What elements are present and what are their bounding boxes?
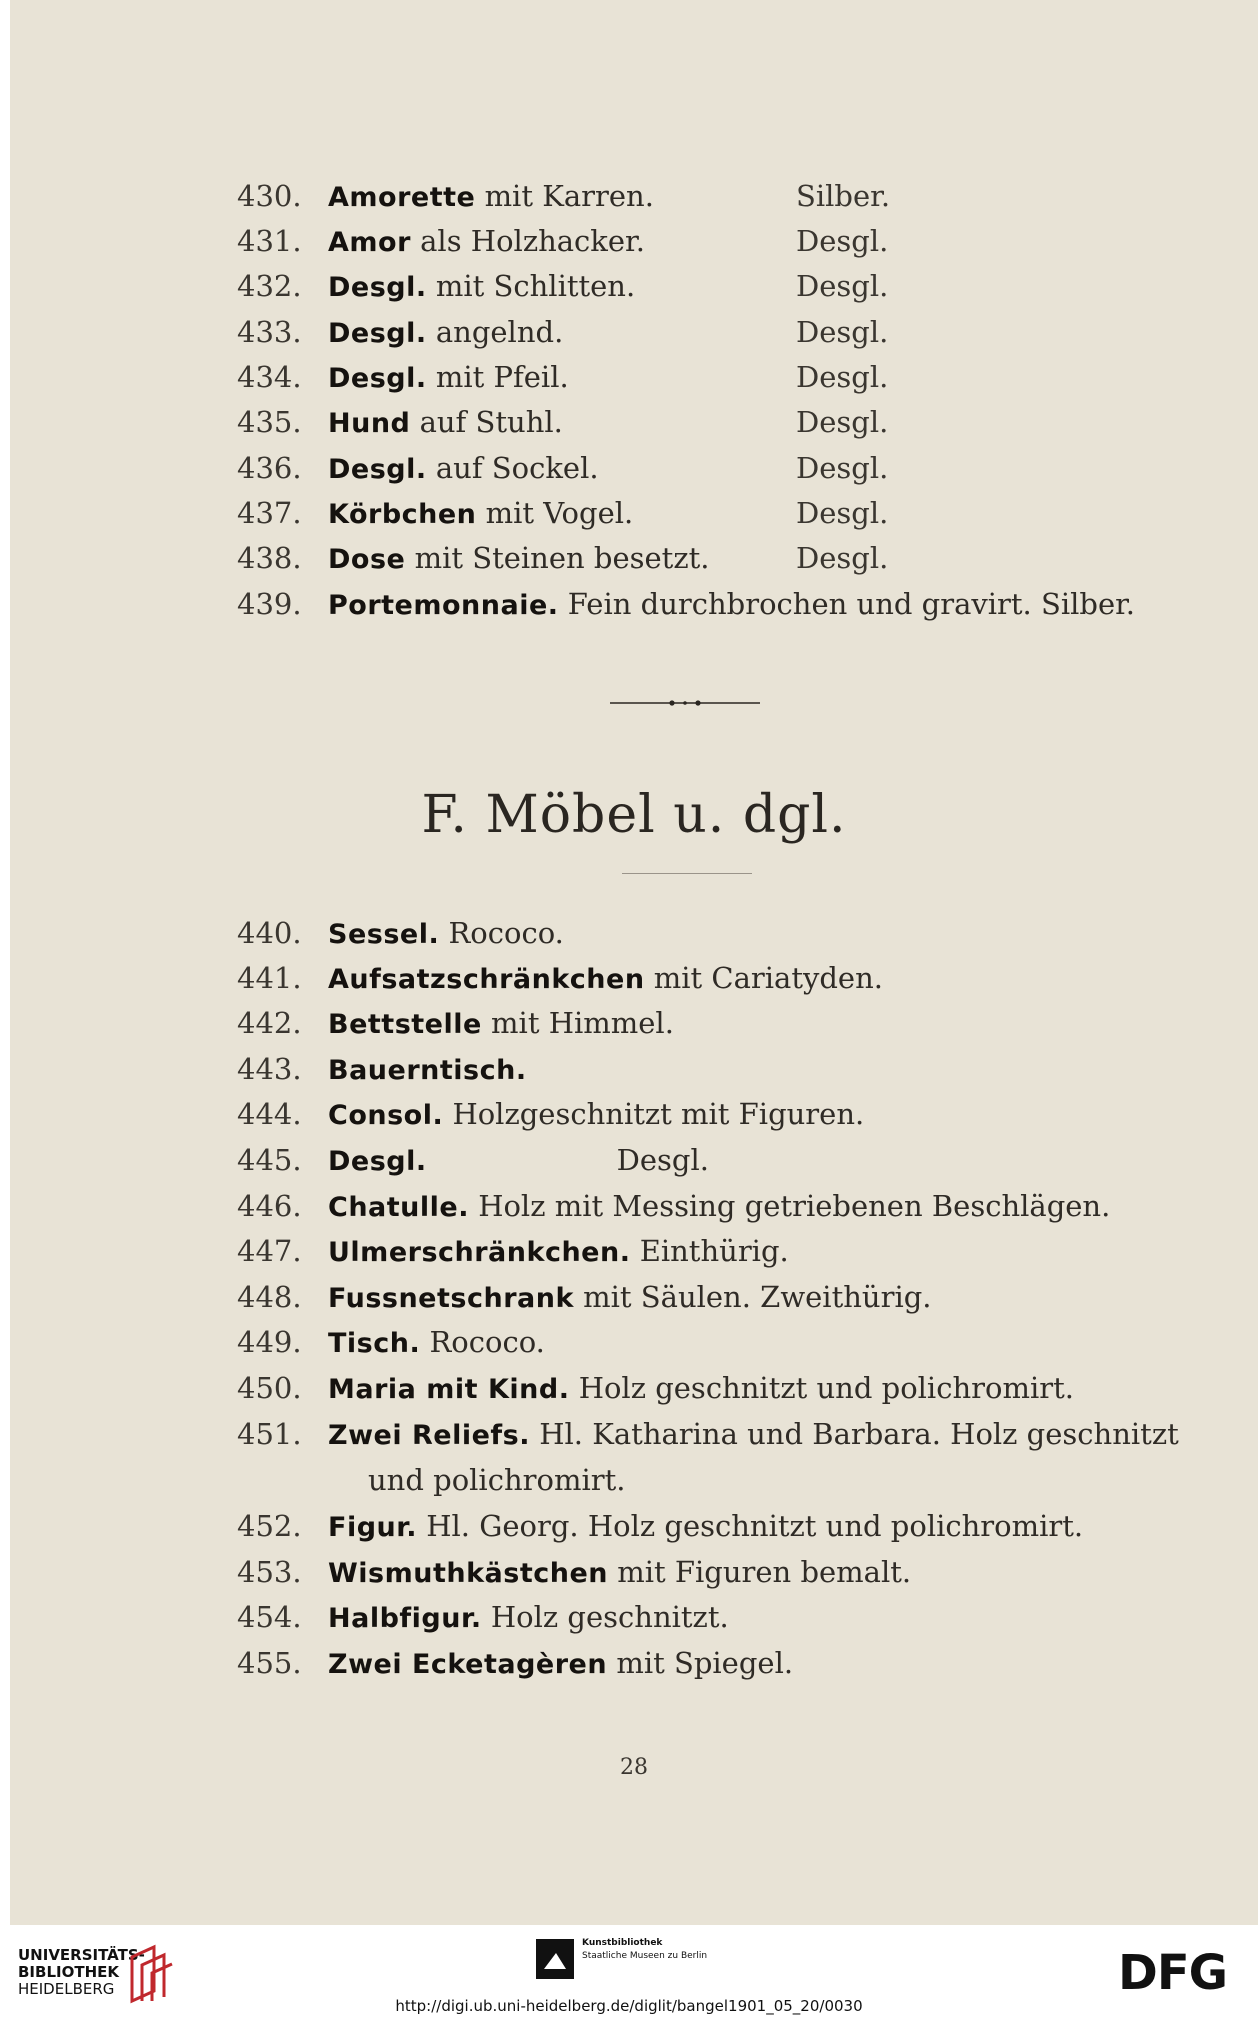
- entry-description: mit Vogel.: [485, 496, 634, 530]
- list-item: [10, 1049, 1258, 1089]
- list-item-continuation: [10, 1460, 1258, 1500]
- list-item: [10, 1506, 1258, 1546]
- list-item: [10, 266, 1258, 306]
- entry-name: Figur.: [328, 1512, 417, 1543]
- list-item: [10, 357, 1258, 397]
- entry-material: Desgl.: [796, 224, 889, 258]
- digitization-footer: [0, 1925, 1258, 2017]
- list-item: [10, 538, 1258, 578]
- entry-description: Rococo.: [429, 1325, 545, 1359]
- entry-number: 436.: [237, 451, 302, 485]
- entry-description: Hl. Georg. Holz geschnitzt und polichromirt.: [426, 1509, 1084, 1543]
- list-item: [10, 1277, 1258, 1317]
- list-item: [10, 402, 1258, 442]
- entry-number: 453.: [237, 1555, 302, 1589]
- list-item: [10, 221, 1258, 261]
- entry-name: Fussnetschrank: [328, 1283, 574, 1314]
- entry-name: Sessel.: [328, 919, 440, 950]
- entry-number: 449.: [237, 1325, 302, 1359]
- list-item: [10, 1643, 1258, 1683]
- entry-material: Desgl.: [796, 541, 889, 575]
- entry-description: auf Stuhl.: [419, 405, 563, 439]
- entry-number: 446.: [237, 1189, 302, 1223]
- kb-name: Kunstbibliothek: [582, 1938, 663, 1948]
- list-item: [10, 958, 1258, 998]
- entry-number: 439.: [237, 587, 302, 621]
- entry-name: Bauerntisch.: [328, 1055, 527, 1086]
- library-name-line3: HEIDELBERG: [18, 1980, 115, 1998]
- list-item: [10, 1322, 1258, 1362]
- entry-description: auf Sockel.: [435, 451, 599, 485]
- entry-name: Wismuthkästchen: [328, 1558, 609, 1589]
- list-item: [10, 1414, 1258, 1454]
- entry-description: Holz geschnitzt.: [490, 1600, 729, 1634]
- entry-material: Desgl.: [796, 405, 889, 439]
- list-item: [10, 1094, 1258, 1134]
- entry-description: Desgl.: [616, 1143, 709, 1177]
- book-page: [10, 0, 1258, 1925]
- list-item: [10, 1140, 1258, 1180]
- list-item: [10, 312, 1258, 352]
- entry-description: Hl. Katharina und Barbara. Holz geschnitzt: [539, 1417, 1179, 1451]
- entry-description: mit Figuren bemalt.: [617, 1555, 912, 1589]
- entry-name: Desgl.: [328, 454, 427, 485]
- list-item: [10, 448, 1258, 488]
- list-item: [10, 584, 1258, 624]
- entry-number: 445.: [237, 1143, 302, 1177]
- ornament-divider-icon: [610, 698, 760, 708]
- entry-number: 443.: [237, 1052, 302, 1086]
- entry-number: 444.: [237, 1097, 302, 1131]
- entry-number: 454.: [237, 1600, 302, 1634]
- entry-name: Chatulle.: [328, 1192, 469, 1223]
- entry-description: mit Pfeil.: [435, 360, 569, 394]
- entry-name: Desgl.: [328, 1146, 427, 1177]
- entry-number: 450.: [237, 1371, 302, 1405]
- entry-name: Zwei Reliefs.: [328, 1420, 530, 1451]
- entry-number: 440.: [237, 916, 302, 950]
- entry-description: Fein durchbrochen und gravirt. Silber.: [567, 587, 1136, 621]
- university-library-logo: [18, 1947, 145, 1998]
- list-item: [10, 1368, 1258, 1408]
- entry-description: angelnd.: [435, 315, 564, 349]
- entry-material: Silber.: [796, 179, 891, 213]
- entry-number: 431.: [237, 224, 302, 258]
- section-title: F. Möbel u. dgl.: [421, 785, 847, 845]
- entry-description: Rococo.: [448, 916, 564, 950]
- entry-name: Desgl.: [328, 318, 427, 349]
- entry-name: Dose: [328, 544, 406, 575]
- entry-number: 455.: [237, 1646, 302, 1680]
- entry-description: Einthürig.: [639, 1234, 789, 1268]
- entry-description: mit Karren.: [484, 179, 654, 213]
- entry-description: Holzgeschnitzt mit Figuren.: [452, 1097, 865, 1131]
- entry-number: 441.: [237, 961, 302, 995]
- list-item: [10, 1552, 1258, 1592]
- entry-description: als Holzhacker.: [420, 224, 645, 258]
- entry-name: Körbchen: [328, 499, 477, 530]
- entry-number: 438.: [237, 541, 302, 575]
- entry-name: Amor: [328, 227, 411, 258]
- entry-name: Zwei Ecketagèren: [328, 1649, 608, 1680]
- entry-name: Tisch.: [328, 1328, 421, 1359]
- entry-description: mit Schlitten.: [435, 269, 636, 303]
- entry-number: 437.: [237, 496, 302, 530]
- kb-institution: Staatliche Museen zu Berlin: [582, 1951, 708, 1961]
- entry-description: mit Spiegel.: [616, 1646, 794, 1680]
- permalink-url[interactable]: http://digi.ub.uni-heidelberg.de/diglit/bangel1901_05_20/0030: [395, 1997, 863, 2015]
- entry-name: Desgl.: [328, 272, 427, 303]
- entry-material: Desgl.: [796, 496, 889, 530]
- entry-number: 452.: [237, 1509, 302, 1543]
- entry-material: Desgl.: [796, 451, 889, 485]
- entry-name: Portemonnaie.: [328, 590, 559, 621]
- library-emblem-icon: [128, 1943, 174, 2005]
- entry-description: Holz mit Messing getriebenen Beschlägen.: [478, 1189, 1111, 1223]
- entry-number: 434.: [237, 360, 302, 394]
- entry-material: Desgl.: [796, 315, 889, 349]
- dfg-logo: DFG: [1118, 1945, 1228, 2001]
- entry-number: 442.: [237, 1006, 302, 1040]
- list-item: [10, 176, 1258, 216]
- list-item: [10, 1186, 1258, 1226]
- entry-material: Desgl.: [796, 360, 889, 394]
- entry-name: Hund: [328, 408, 411, 439]
- entry-name: Maria mit Kind.: [328, 1374, 570, 1405]
- entry-number: 433.: [237, 315, 302, 349]
- entry-description: mit Säulen. Zweithürig.: [583, 1280, 932, 1314]
- entry-material: Desgl.: [796, 269, 889, 303]
- list-item: [10, 1231, 1258, 1271]
- entry-description: mit Himmel.: [491, 1006, 674, 1040]
- entry-description: und polichromirt.: [368, 1463, 626, 1497]
- list-item: [10, 493, 1258, 533]
- page-number: 28: [620, 1755, 648, 1780]
- list-item: [10, 913, 1258, 953]
- title-rule: [622, 873, 752, 874]
- library-name-line1: UNIVERSITÄTS-: [18, 1946, 145, 1964]
- entry-number: 448.: [237, 1280, 302, 1314]
- entry-name: Halbfigur.: [328, 1603, 482, 1634]
- entry-name: Desgl.: [328, 363, 427, 394]
- entry-name: Aufsatzschränkchen: [328, 964, 645, 995]
- library-name-line2: BIBLIOTHEK: [18, 1963, 119, 1981]
- entry-number: 451.: [237, 1417, 302, 1451]
- entry-number: 432.: [237, 269, 302, 303]
- entry-name: Bettstelle: [328, 1009, 482, 1040]
- entry-description: mit Steinen besetzt.: [414, 541, 710, 575]
- kunstbibliothek-credit: [536, 1937, 707, 1963]
- entry-number: 430.: [237, 179, 302, 213]
- entry-name: Consol.: [328, 1100, 444, 1131]
- list-item: [10, 1597, 1258, 1637]
- entry-description: Holz geschnitzt und polichromirt.: [578, 1371, 1074, 1405]
- entry-number: 447.: [237, 1234, 302, 1268]
- entry-name: Ulmerschränkchen.: [328, 1237, 631, 1268]
- entry-number: 435.: [237, 405, 302, 439]
- entry-name: Amorette: [328, 182, 476, 213]
- entry-description: mit Cariatyden.: [653, 961, 883, 995]
- list-item: [10, 1003, 1258, 1043]
